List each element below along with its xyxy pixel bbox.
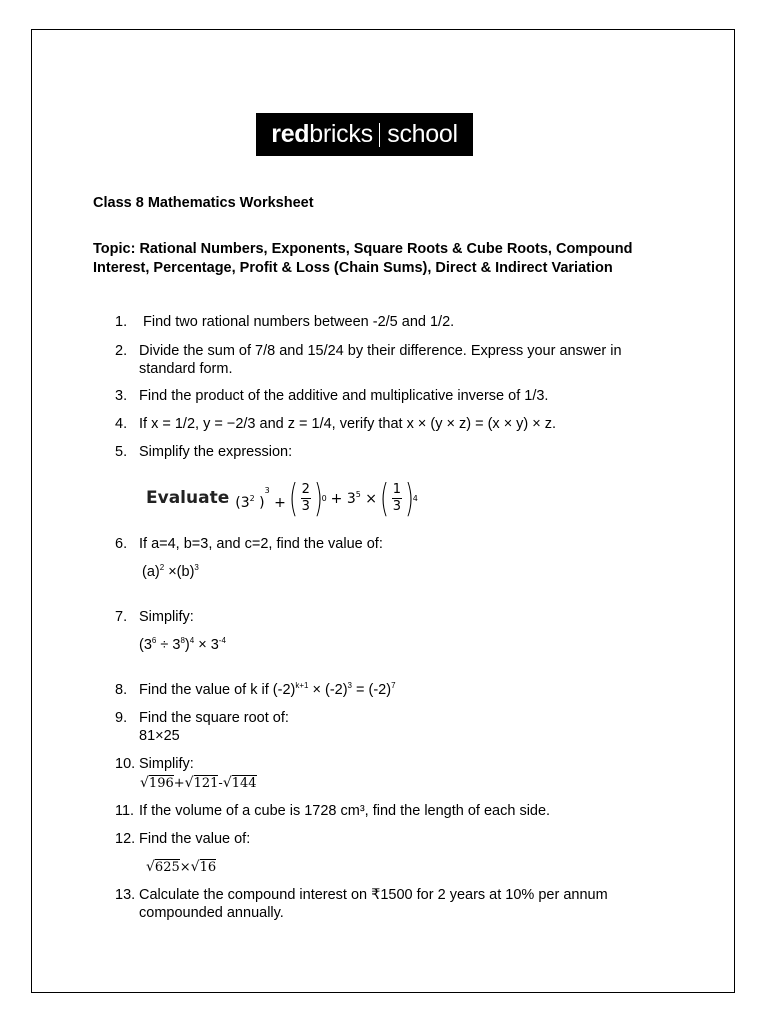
operator: × <box>179 860 191 875</box>
question-number: 2. <box>115 343 128 359</box>
question-number: 1. <box>115 314 128 330</box>
sqrt-icon: √ <box>140 775 149 791</box>
logo-school: school <box>387 120 458 148</box>
expr-exponent: 2 <box>159 563 165 572</box>
expr-part: ÷ 3 <box>156 637 181 653</box>
radicand: 144 <box>231 776 257 791</box>
question-number: 12. <box>115 831 136 847</box>
question-text: If a=4, b=3, and c=2, find the value of: <box>139 536 383 552</box>
question-text <box>139 709 699 745</box>
worksheet-title: Class 8 Mathematics Worksheet <box>93 195 314 211</box>
radicand: 121 <box>193 776 219 791</box>
evaluate-label: Evaluate <box>146 488 230 508</box>
expr-exponent: k+1 <box>295 681 309 690</box>
question-text-line-1: Find the square root of: <box>139 710 289 726</box>
expr-exponent: 3 <box>194 563 199 572</box>
question-number: 8. <box>115 682 128 698</box>
question-text-line-1: Divide the sum of 7/8 and 15/24 by their difference. Express your answer in <box>139 343 622 359</box>
operator: + <box>173 776 185 791</box>
expr-exponent: 4 <box>189 636 195 645</box>
question-text-line-2: 81×25 <box>139 728 180 744</box>
question-text <box>139 342 699 378</box>
question-text: Find the product of the additive and multiplicative inverse of 1/3. <box>139 388 549 404</box>
logo-red: red <box>271 120 310 148</box>
radicand: 625 <box>154 860 180 875</box>
question-number: 10. <box>115 756 136 772</box>
expr-part: ×(b) <box>164 564 195 580</box>
logo-separator <box>379 123 381 147</box>
question-number: 3. <box>115 388 128 404</box>
question-text-line-2: standard form. <box>139 361 233 377</box>
topic-line-2: Interest, Percentage, Profit & Loss (Chain Sums), Direct & Indirect Variation <box>93 260 613 276</box>
q10-expression <box>140 774 257 793</box>
expr-part: (3 <box>139 637 152 653</box>
question-text-line-2: compounded annually. <box>139 905 284 921</box>
question-number: 6. <box>115 536 128 552</box>
question-text: Simplify the expression: <box>139 444 293 460</box>
question-number: 13. <box>115 887 136 903</box>
expr-part: × 3 <box>194 637 219 653</box>
expr-exponent: 8 <box>180 636 185 645</box>
sqrt-icon: √ <box>222 775 232 791</box>
expr-exponent: 7 <box>391 681 396 690</box>
question-text: If x = 1/2, y = −2/3 and z = 1/4, verify that x × (y × z) = (x × y) × z. <box>139 416 557 432</box>
q12-expression <box>146 858 216 877</box>
topic-line-1: Topic: Rational Numbers, Exponents, Square Roots & Cube Roots, Compound <box>93 241 633 257</box>
sqrt-icon: √ <box>190 859 200 875</box>
question-number: 9. <box>115 710 128 726</box>
expr-part: × (-2) <box>308 682 348 698</box>
school-logo <box>256 113 473 156</box>
question-text: Simplify: <box>139 609 194 625</box>
question-number: 4. <box>115 416 128 432</box>
expr-exponent: 6 <box>151 636 157 645</box>
operator: - <box>218 776 223 791</box>
question-text-main: Find the value of k if (-2) <box>139 682 296 698</box>
expr-exponent: 3 <box>347 681 352 690</box>
question-text: Find the value of: <box>139 831 251 847</box>
question-number: 5. <box>115 444 128 460</box>
question-number: 7. <box>115 609 128 625</box>
expr-part: = (-2) <box>352 682 392 698</box>
sqrt-icon: √ <box>146 859 155 875</box>
evaluate-expression: Evaluate ($3^2$ )$^3$ + ( $\frac{2}{3}$ ) 0 + $3^5$ × ( $\frac{1}{3}$ ) 4 <box>146 476 418 520</box>
q6-expression <box>142 563 199 581</box>
logo-bricks: bricks <box>309 120 373 148</box>
expr-part: (a) <box>142 564 160 580</box>
question-text: Simplify: <box>139 756 194 772</box>
radicand: 16 <box>199 860 217 875</box>
radicand: 196 <box>148 776 174 791</box>
question-number: 11. <box>115 803 135 819</box>
question-text <box>139 681 699 699</box>
expr-exponent: -4 <box>218 636 226 645</box>
sqrt-icon: √ <box>184 775 194 791</box>
question-text-line-1: Calculate the compound interest on ₹1500 for 2 years at 10% per annum <box>139 887 608 903</box>
q7-expression <box>139 636 226 654</box>
question-text: Find two rational numbers between -2/5 and 1/2. <box>139 314 455 330</box>
expr-part: ) <box>184 637 190 653</box>
question-text <box>139 886 699 922</box>
question-text: If the volume of a cube is 1728 cm³, find the length of each side. <box>139 803 551 819</box>
